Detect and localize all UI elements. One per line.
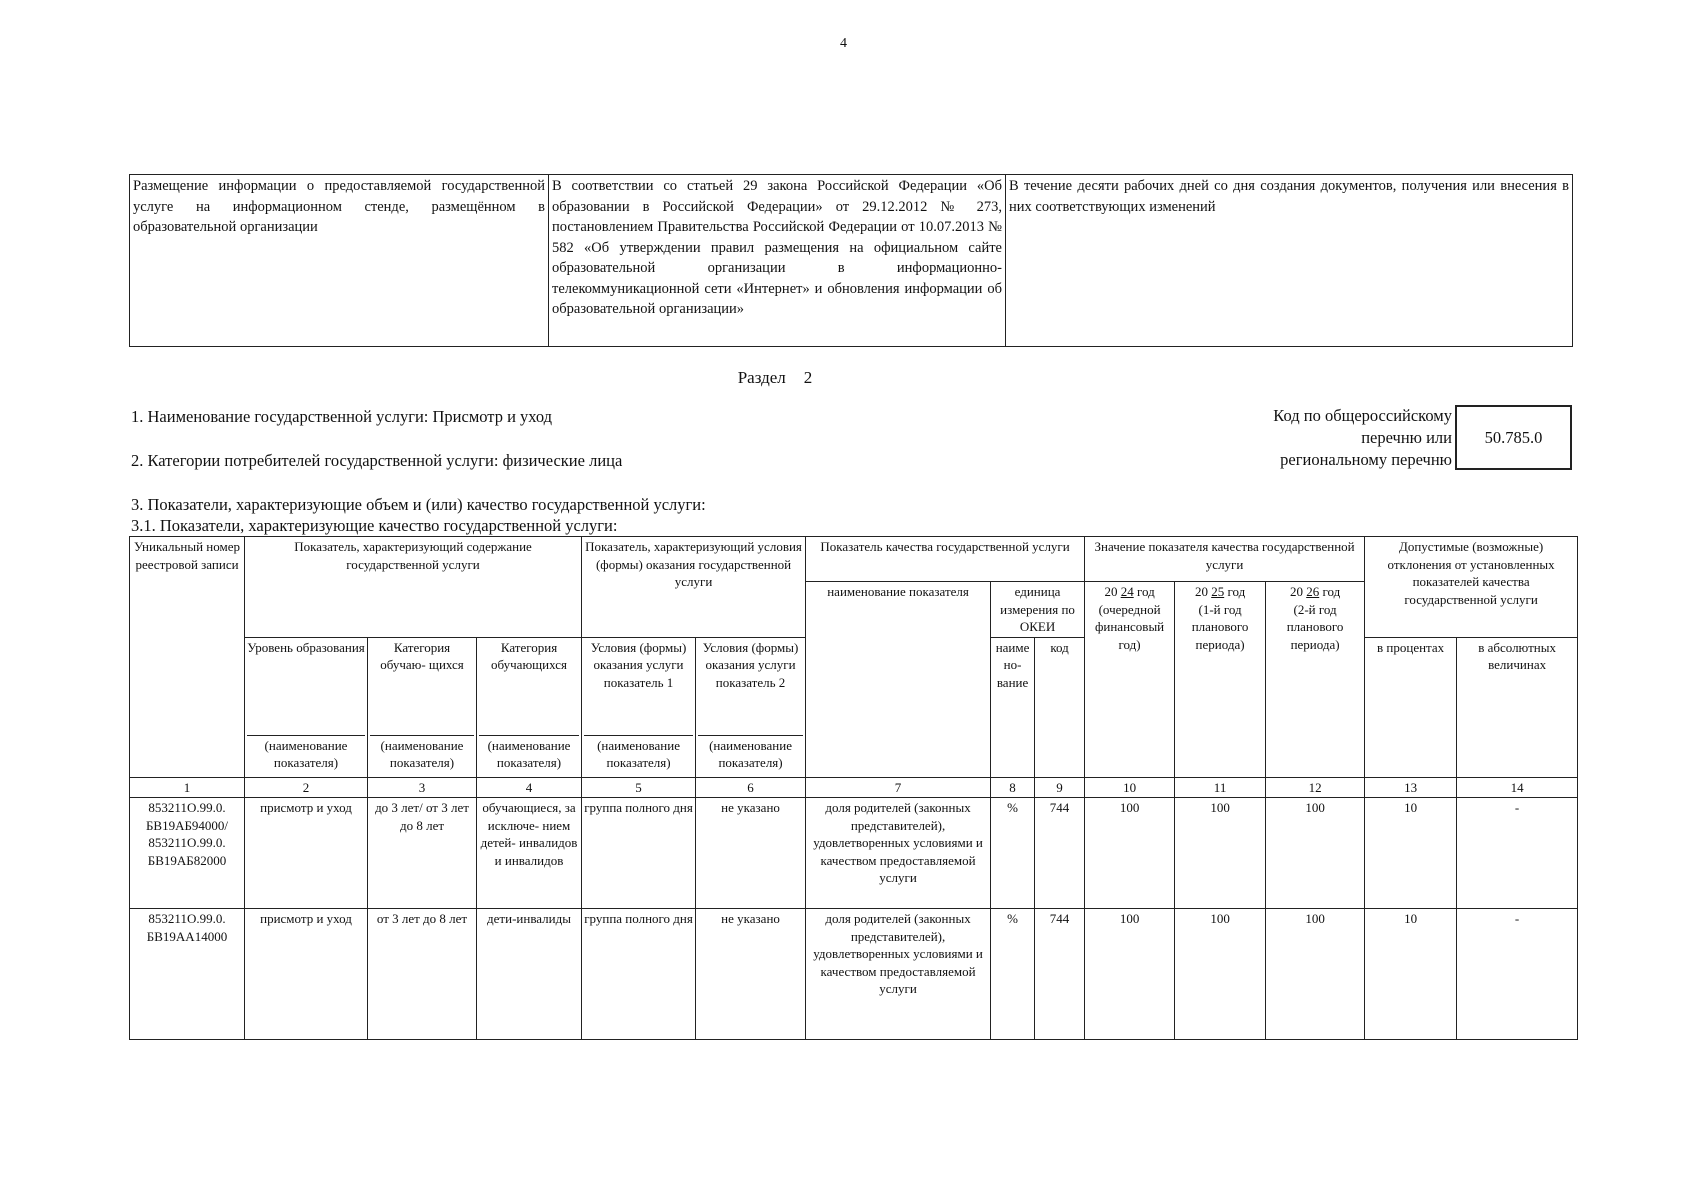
quality-indicators-heading: 3.1. Показатели, характеризующие качество государственной услуги: [131,516,618,535]
col-number: 11 [1175,777,1266,798]
cell-indicator-name: доля родителей (законных представителей), удовлетворенных условиями и качеством предоставляемой услуги [806,798,991,909]
subheader-label: (наименование показателя) [370,735,474,772]
cell-deviation-absolute: - [1457,909,1578,1040]
page-number: 4 [840,36,847,51]
header-unique-number: Уникальный номер реестровой записи [130,537,245,778]
cell-deviation-percent: 10 [1365,798,1457,909]
header-absolute: в абсолютных величинах [1457,637,1578,777]
cell-unit-code: 744 [1035,798,1085,909]
subheader-text: Условия (формы) оказания услуги показатель 2 [702,639,799,690]
header-percent: в процентах [1365,637,1457,777]
section-heading [0,368,1550,388]
cell-indicator-name: доля родителей (законных представителей), удовлетворенных условиями и качеством предоставляемой услуги [806,909,991,1040]
year-2-digits: 25 [1211,584,1225,599]
section-number: 2 [803,368,813,387]
service-name: 1. Наименование государственной услуги: Присмотр и уход [131,407,553,426]
info-cell-basis: В соответствии со статьей 29 закона Российской Федерации «Об образовании в Российской Федерации» от 29.12.2012 № 273, постановлением Правительства Российской Федерации от 10.07.2013 № 582 «Об утверждении правил размещения на официальном сайте образовательной организации в информационно-телекоммуникационной сети «Интернет» и обновления информации об образовательной организации» [549,175,1006,347]
subheader-label: (наименование показателя) [698,735,803,772]
year-3-prefix: 20 [1289,584,1303,599]
year-1-suffix: год [1136,584,1155,599]
subheader-col-6 [696,637,806,777]
cell-registry-number: 853211О.99.0. БВ19АА14000 [130,909,245,1040]
cell-value-year-3: 100 [1266,909,1365,1040]
code-label [1200,405,1452,471]
cell-unit-code: 744 [1035,909,1085,1040]
cell-value-year-2: 100 [1175,909,1266,1040]
code-value-box: 50.785.0 [1455,405,1572,470]
indicators-heading: 3. Показатели, характеризующие объем и (или) качество государственной услуги: [131,495,706,514]
code-label-line-3: региональному перечню [1280,450,1452,469]
subheader-text: Уровень образования [247,639,365,655]
year-3-desc: (2-й год планового периода) [1286,601,1344,652]
subheader-label: (наименование показателя) [479,735,579,772]
col-number: 5 [582,777,696,798]
year-3-suffix: год [1322,584,1341,599]
code-label-line-2: перечню или [1361,428,1452,447]
cell-education-level: присмотр и уход [245,909,368,1040]
cell-student-category: дети-инвалиды [477,909,582,1040]
col-number: 2 [245,777,368,798]
quality-table [129,536,1578,1040]
header-indicator-name: наименование показателя [806,582,991,778]
subheader-col-4 [477,637,582,777]
subheader-text: Категория обучаю- щихся [380,639,464,672]
subheader-col-5 [582,637,696,777]
cell-value-year-3: 100 [1266,798,1365,909]
header-quality-value: Значение показателя качества государственной услуги [1085,537,1365,582]
section-label: Раздел [737,368,786,387]
info-cell-period: В течение десяти рабочих дней со дня создания документов, получения или внесения в них соответствующих изменений [1006,175,1573,347]
cell-condition-2: не указано [696,909,806,1040]
cell-deviation-absolute: - [1457,798,1578,909]
col-number: 3 [368,777,477,798]
table-row [130,909,1578,1040]
col-number: 9 [1035,777,1085,798]
col-number: 13 [1365,777,1457,798]
subheader-text: Категория обучающихся [491,639,567,672]
year-2-desc: (1-й год планового периода) [1191,601,1249,652]
cell-education-level: присмотр и уход [245,798,368,909]
info-cell-subject: Размещение информации о предоставляемой государственной услуге на информационном стенде, размещённом в образовательной организации [130,175,549,347]
info-table [129,174,1573,347]
table-row [130,798,1578,909]
col-number: 8 [991,777,1035,798]
code-label-line-1: Код по общероссийскому [1273,406,1452,425]
year-1-desc: (очередной финансовый год) [1094,601,1165,652]
year-2-prefix: 20 [1194,584,1208,599]
cell-condition-1: группа полного дня [582,909,696,1040]
subheader-text: Условия (формы) оказания услуги показатель 1 [590,639,687,690]
header-year-2 [1175,582,1266,778]
col-number: 12 [1266,777,1365,798]
year-1-prefix: 20 [1104,584,1118,599]
header-year-3 [1266,582,1365,778]
col-number: 7 [806,777,991,798]
header-unit-name: наиме но- вание [991,637,1035,777]
cell-unit-name: % [991,909,1035,1040]
year-2-suffix: год [1227,584,1246,599]
subheader-label: (наименование показателя) [584,735,693,772]
cell-value-year-2: 100 [1175,798,1266,909]
cell-deviation-percent: 10 [1365,909,1457,1040]
cell-age-category: от 3 лет до 8 лет [368,909,477,1040]
header-unit-code: код [1035,637,1085,777]
cell-value-year-1: 100 [1085,909,1175,1040]
col-number: 14 [1457,777,1578,798]
column-number-row [130,777,1578,798]
subheader-col-2 [245,637,368,777]
col-number: 4 [477,777,582,798]
subheader-label: (наименование показателя) [247,735,365,772]
cell-unit-name: % [991,798,1035,909]
header-year-1 [1085,582,1175,778]
cell-registry-number: 853211О.99.0. БВ19АБ94000/ 853211О.99.0. БВ19АБ82000 [130,798,245,909]
header-deviation: Допустимые (возможные) отклонения от установленных показателей качества государственной услуги [1365,537,1578,638]
col-number: 10 [1085,777,1175,798]
cell-condition-1: группа полного дня [582,798,696,909]
year-3-digits: 26 [1306,584,1320,599]
consumer-category: 2. Категории потребителей государственной услуги: физические лица [131,451,623,470]
col-number: 6 [696,777,806,798]
cell-condition-2: не указано [696,798,806,909]
header-conditions-indicator: Показатель, характеризующий условия (формы) оказания государственной услуги [582,537,806,638]
cell-student-category: обучающиеся, за исключе- нием детей- инвалидов и инвалидов [477,798,582,909]
year-1-digits: 24 [1120,584,1134,599]
header-content-indicator: Показатель, характеризующий содержание государственной услуги [245,537,582,638]
col-number: 1 [130,777,245,798]
header-unit: единица измерения по ОКЕИ [991,582,1085,638]
cell-age-category: до 3 лет/ от 3 лет до 8 лет [368,798,477,909]
cell-value-year-1: 100 [1085,798,1175,909]
subheader-col-3 [368,637,477,777]
header-quality-indicator: Показатель качества государственной услуги [806,537,1085,582]
